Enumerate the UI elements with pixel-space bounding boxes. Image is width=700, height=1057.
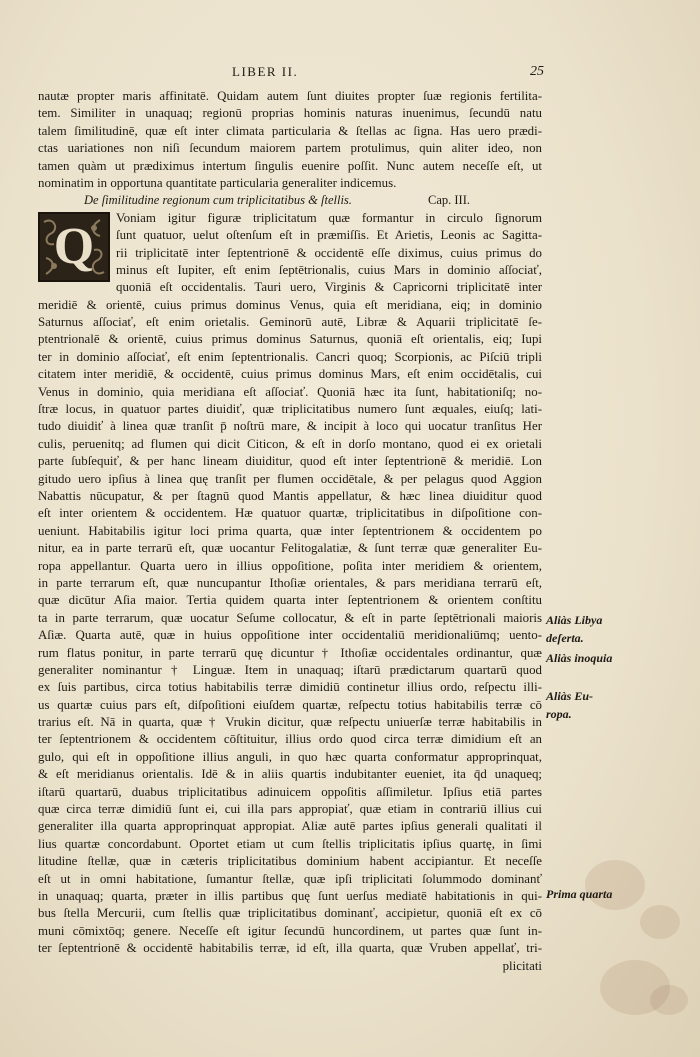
chapter-title: De ſimilitudine regionum cum triplicitatibus & ſtellis. <box>84 193 352 208</box>
text-line: ter ſeptentrionē & occidentē habitabilis terræ, id eſt, illa quarta, quæ Vruben appellať, tri- <box>38 941 542 956</box>
foxing-stain <box>650 985 688 1015</box>
text-line: minus eſt Iupiter, eſt enim ſeptētrionalis, cuius Mars in dominio aſſociať, <box>116 262 542 277</box>
text-line: culis, peruenitq; ad flumen qui dicit Citicon, & eſt in dorſo montano, quod ei ex orietali <box>38 436 542 451</box>
initial-letter: Q <box>53 218 95 276</box>
text-line: gulo, qui eſt in oppoſitione illius anguli, in quo hæc quarta conformatur approprinquat, <box>38 749 542 764</box>
text-line: quoniā eſt occidentalis. Tauri uero, Virginis & Capricorni triplicitatē inter <box>116 280 542 295</box>
text-line: nominatim in opportuna quantitate particularia generaliter indicemus. <box>38 175 397 190</box>
text-line: ex ſuis partibus, circa totius habitabilis terræ dimidiū continetur illius ordo, reſpectu illi- <box>38 680 542 695</box>
text-line: muni cōmixtōq; genere. Neceſſe eſt igitur ſecundū huncordinem, ut partes quæ ſunt in- <box>38 923 542 938</box>
text-line: gitudo uero ipſius à linea quę tranſit per flumen occidētale, & per pelagus quod Aggion <box>38 471 542 486</box>
text-line: & eſt meridianus orientalis. Idē & in aliis quartis indubitanter eueniet, ita q̄d unaqueq; <box>38 767 542 782</box>
text-line: parte ſubſequiť, & per hanc lineam diuiditur, quod eſt inter ſeptentrionē & meridiē. Lon <box>38 454 542 469</box>
decorated-initial-block <box>38 210 542 297</box>
text-line: ueniunt. Habitabilis igitur loci prima quarta, quæ inter ſeptentrionem & occidentem po <box>38 523 542 538</box>
text-line: Nabattis nūcupatur, & per ſtagnū quod Mantis appellatur, & hæc linea diuiditur quod <box>38 488 542 503</box>
margin-note: deſerta. <box>546 631 584 645</box>
text-line: in unaquaq; quarta, præter in illis partibus quę ſunt uerſus mediatē habitationis in qui- <box>38 888 542 903</box>
text-line: meridiē & orientē, cuius primus dominus Venus, quia eſt meridiana, eiq; in dominio <box>38 297 542 312</box>
text-line: nautæ propter maris affinitatē. Quidam autem ſunt diuites propter ſuæ regionis fertilita- <box>38 89 542 103</box>
text-line: trarius eſt. Nā in quarta, quæ † Vrukin dicitur, quæ reſpectu uniuerſæ terræ habitabilis in <box>38 715 542 730</box>
text-line: eſt inter orientem & occidentem. Hæ quatuor quartæ, triplicitatibus in diſpoſitione con- <box>38 506 542 521</box>
text-line: ter in dominio aſſociať, eſt enim ſeptentrionalis. Cancri quoq; Scorpionis, ac Piſciū tripli <box>38 349 542 364</box>
text-line: lius quartæ concordabunt. Oportet etiam ut cum ſtellis triplicitatis ipſius quartę, in ſimi <box>38 836 542 851</box>
text-line: eſt ut in omni habitatione, ſumantur ſtellæ, quæ ipſi triplicitati ſolummodo dominanť <box>38 871 542 886</box>
text-line: tudo diuidiť à linea quæ tranſit p̄ noſtrū mare, & incipit à loco qui uocatur tranſitus Her <box>38 419 542 434</box>
margin-note: ropa. <box>546 707 572 721</box>
text-line: bus ſtella Mercurii, cum ſtellis quæ triplicitatibus dominanť, accipietur, quoniā eſt ex cō <box>38 906 542 921</box>
chapter-number: Cap. III. <box>428 193 470 208</box>
woodcut-initial <box>38 212 110 282</box>
page-number: 25 <box>530 64 544 79</box>
text-line: ptentrionalē & orientē, cuius primus dominus Saturnus, quoniā eſt orientalis, eiq; Iupi <box>38 332 542 347</box>
text-line: Voniam igitur figuræ triplicitatum quæ formantur in circulo ſignorum <box>116 210 542 225</box>
text-line: Saturnus aſſociať, eſt enim orietalis. Geminorū autē, Libræ & Aquarii triplicitatē ſe- <box>38 315 542 330</box>
text-line: Venus in dominio, quia meridiana eſt aſſociať. Quoniā hæc ita ſunt, habitationiſq; no- <box>38 384 542 399</box>
text-line: ropa appellantur. Quarta uero in illius oppoſitione, poſita inter meridiem & orientem, <box>38 558 542 573</box>
text-line: ta in parte terrarum, quæ uocatur Seſume collocatur, & eſt in parte ſeptētrionali maioris <box>38 610 542 625</box>
page-header <box>0 64 700 86</box>
text-line: quæ dicūtur Aſia maior. Tertia quidem quarta inter ſeptentrionem & orientem conſtitu <box>38 593 542 608</box>
running-head: LIBER II. <box>232 64 299 79</box>
text-line: Aſiæ. Quarta autē, quæ in huius oppoſitione inter occidentaliū meridionaliūmq; uento- <box>38 628 542 643</box>
text-line: generaliter illa quarta approprinquat appropiat. Aliæ autē partes ipſius generali qualitati il <box>38 819 542 834</box>
text-line: ctas uariationes non niſi ſecundum maiorem partem protulimus, quin aliter ideo, non <box>38 141 542 156</box>
margin-note: Prima quarta <box>546 887 613 901</box>
text-line: generaliter nominantur † Linguæ. Item in unaquaq; iſtarū prædictarum quartarū quod <box>38 662 542 677</box>
text-line: iſtarū quartarū, duabus triplicitatibus adinuicem oppoſitis aſſimiletur. Ipſius etiā partes <box>38 784 542 799</box>
foxing-stain <box>640 905 680 939</box>
text-line: litudine ſtellæ, quæ in cæteris triplicitatibus dominium habent accipiantur. Et neceſſe <box>38 854 542 869</box>
text-line: citatem inter meridiē, & occidentē, cuius primus dominus Mars, eſt enim occidētalis, cui <box>38 367 542 382</box>
text-line: rii triplicitatē inter ſeptentrionē & occidentē eſſe diximus, cuius primus do <box>116 245 542 260</box>
text-line: tamen quàm ut prædiximus intertum ſingulis euenire poſſit. Nunc autem neceſſe eſt, ut <box>38 158 542 173</box>
text-line: us quartæ cuius pars eſt, diſpoſitioni eiuſdem quartæ, reſpectu totius habitabilis terræ cō <box>38 697 542 712</box>
chapter-heading <box>38 192 542 209</box>
text-line: ſunt quatuor, uelut oſtenſum eſt in præmiſſis. Et Arietis, Leonis ac Sagitta- <box>116 228 542 243</box>
margin-note: Aliàs Eu- <box>546 689 594 703</box>
main-text-block <box>38 88 542 975</box>
text-line: quæ circa terræ dimidiū ſunt ei, cui illa pars appropiať, quæ etiam in contrariū illius cui <box>38 802 542 817</box>
text-line: rum flatus ponitur, in parte terrarū quę dicuntur † Ithoſiæ occidentales ordinantur, quæ <box>38 645 542 660</box>
catchword: plicitati <box>502 958 542 973</box>
margin-note: Aliàs Libya <box>546 613 603 627</box>
text-line: in parte terrarum eſt, quæ nuncupantur Ithoſiæ orientales, & pars meridiana terrarū eſt, <box>38 575 542 590</box>
text-line: ter ſeptentrionem & occidentem cōſtituitur, illius ordo quod circa terræ dimidium eſt an <box>38 732 542 747</box>
text-line: nitur, ea in parte terrarū eſt, quæ uocantur Felitogalatiæ, & ſunt terræ quæ generaliter Eu- <box>38 541 542 556</box>
margin-note: Aliàs inoquia <box>546 651 613 665</box>
text-line: ſtræ locus, in quatuor partes diuidiť, quæ triplicitatibus numero ſunt æquales, eiuſq; lati- <box>38 402 542 417</box>
text-line: tem. Similiter in unaquaq; regionū proprias hominis naturas inuenimus, ſecundū natu <box>38 106 542 121</box>
text-line: talem ſimilitudinē, quæ eſt inter climata particularia & ſtellas ac ſigna. Has uero prædi- <box>38 123 542 138</box>
